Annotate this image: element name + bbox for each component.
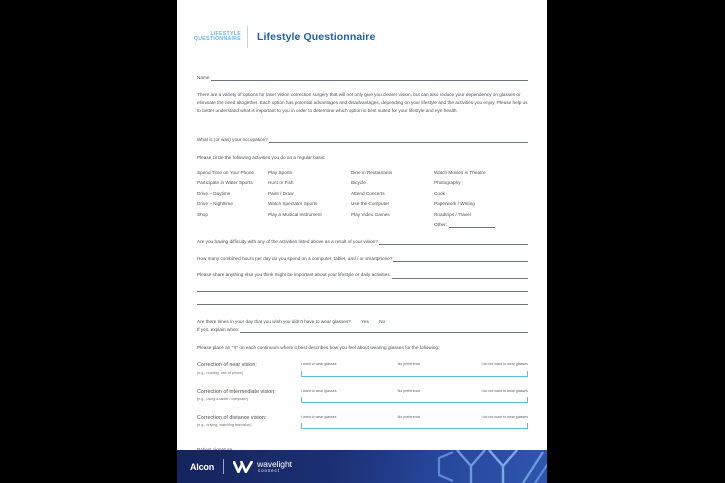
scale-anchor-right: I do not want to wear glasses <box>481 388 528 393</box>
name-input-rule[interactable] <box>211 75 528 81</box>
document-body <box>177 74 547 479</box>
document-page <box>177 0 547 483</box>
activity-option[interactable]: Play Video Games <box>351 211 390 217</box>
glasses-question-block <box>197 318 528 334</box>
difficulty-question-row[interactable] <box>197 238 528 245</box>
explain-row[interactable] <box>197 326 528 333</box>
activity-other-row[interactable] <box>434 221 528 228</box>
occupation-input-rule[interactable] <box>269 137 528 143</box>
difficulty-answer-rule[interactable] <box>379 239 528 245</box>
explain-label: If yes, explain when: <box>197 326 240 332</box>
scale-track[interactable] <box>301 387 528 403</box>
scale-anchor-mid: No preference <box>397 362 421 367</box>
activity-option[interactable]: Shop <box>197 211 208 217</box>
scale-line[interactable] <box>301 371 528 377</box>
scale-anchor-right: I do not want to wear glasses <box>481 362 528 367</box>
scale-label-group <box>197 360 301 376</box>
scale-line[interactable] <box>301 397 528 403</box>
scale-row-intermediate-vision[interactable] <box>197 387 528 403</box>
logo-line-2: QUESTIONNAIRE <box>193 36 241 42</box>
glasses-yes-option[interactable]: Yes <box>361 318 369 324</box>
activity-other-label: Other: <box>434 222 448 228</box>
glasses-question-line <box>197 318 528 325</box>
logo-line-1: LIFESTYLE <box>210 30 241 37</box>
glasses-question-label: Are there times in your day that you wish you didn't have to wear glasses? <box>197 318 351 324</box>
scale-track[interactable] <box>301 360 528 376</box>
activities-lead-in: Please circle the following activities you do on a regular basis: <box>197 155 326 161</box>
name-label: Name <box>197 75 210 80</box>
activity-option[interactable]: Roadtrips / Travel <box>434 211 471 217</box>
scale-label-group <box>197 413 301 429</box>
continuum-intro: Please place an "X" on each continuum where it best describes how you feel about wearing glasses for the following: <box>197 345 440 351</box>
header-divider <box>247 26 248 48</box>
activity-option[interactable]: Paint / Draw <box>268 190 294 196</box>
share-answer-rule[interactable] <box>392 273 528 279</box>
share-answer-line-2[interactable] <box>197 291 528 292</box>
wavelight-wordmark <box>257 460 292 474</box>
activity-option[interactable]: Bicycle <box>351 180 366 186</box>
scale-anchor-right: I do not want to wear glasses <box>481 414 528 419</box>
share-question-label: Please share anything else you think might be important about your lifestyle or daily activities: <box>197 272 391 278</box>
wavelight-w-icon <box>233 461 253 473</box>
share-answer-line-3[interactable] <box>197 304 528 305</box>
activity-option[interactable]: Drive – Daytime <box>197 190 231 196</box>
page-title: Lifestyle Questionnaire <box>257 31 376 43</box>
scale-line[interactable] <box>301 423 528 429</box>
footer-content <box>177 450 547 483</box>
document-header <box>177 0 547 52</box>
scale-row-near-vision[interactable] <box>197 360 528 376</box>
explain-answer-rule[interactable] <box>240 327 528 333</box>
scale-anchor-labels <box>301 362 528 368</box>
footer-logo-divider <box>223 459 224 474</box>
activity-option[interactable]: Play a Musical Instrument <box>268 211 322 217</box>
activity-option[interactable]: Participate in Water Sports <box>197 180 253 186</box>
scale-anchor-labels <box>301 415 528 421</box>
scale-title: Correction of intermediate vision: <box>197 388 276 395</box>
screen-hours-question-label: How many combined hours per day do you spend on a computer, tablet, and / or smartphone? <box>197 255 393 261</box>
activity-other-rule[interactable] <box>449 222 495 228</box>
activity-option[interactable]: Spend Time on Your Phone <box>197 169 255 175</box>
wavelight-subtitle: connect <box>258 468 280 474</box>
activity-option[interactable]: Watch Movies in Theatre <box>434 169 486 175</box>
scale-track[interactable] <box>301 413 528 429</box>
footer-banner <box>177 450 547 483</box>
name-field-row[interactable] <box>197 74 528 81</box>
alcon-logo: Alcon <box>190 461 215 472</box>
activity-option[interactable]: Paperwork / Writing <box>434 201 475 207</box>
activity-option[interactable]: Dine in Restaurants <box>351 169 393 175</box>
intro-paragraph: There are a variety of options for laser vision correction surgery that will not only give you clearer vision, but can also reduce your dependency on glasses or eliminate the need altogether. Each option has potential advantages and disadvantages, depending on your lifestyle and the activities you enjoy. Please help us to better understand what is important to you in order to determine which option is best suited for your lifestyle and eye health. <box>197 92 528 113</box>
difficulty-question-label: Are you having difficulty with any of the activities listed above as a result of your vision? <box>197 238 378 244</box>
scale-title: Correction of near vision: <box>197 362 257 369</box>
activity-option[interactable]: Use the Computer <box>351 201 390 207</box>
scale-anchor-left: I want to wear glasses <box>301 414 337 419</box>
activity-option[interactable]: Cook <box>434 190 445 196</box>
occupation-label: What is (or was) your occupation? <box>197 137 268 143</box>
scale-row-distance-vision[interactable] <box>197 413 528 429</box>
wavelight-connect-logo <box>233 460 292 474</box>
scale-subtitle: (e.g., reading, use of phone) <box>197 370 244 375</box>
scale-anchor-mid: No preference <box>397 414 421 419</box>
scale-anchor-mid: No preference <box>397 388 421 393</box>
screen-hours-question-row[interactable] <box>197 255 528 262</box>
activity-option[interactable]: Photography <box>434 180 461 186</box>
occupation-field-row[interactable] <box>197 136 528 143</box>
lifestyle-questionnaire-logo <box>185 32 247 43</box>
share-question-row[interactable] <box>197 271 528 278</box>
scale-subtitle: (e.g., using a tablet / computer) <box>197 396 249 401</box>
activity-option[interactable]: Play Sports <box>268 169 292 175</box>
scale-anchor-labels <box>301 389 528 395</box>
scale-title: Correction of distance vision: <box>197 414 267 421</box>
scale-label-group <box>197 387 301 403</box>
scale-subtitle: (e.g., driving, watching television) <box>197 423 252 428</box>
activity-option[interactable]: Hunt or Fish <box>268 180 294 186</box>
activity-option[interactable]: Attend Concerts <box>351 190 385 196</box>
activities-grid <box>197 169 528 229</box>
activity-option[interactable]: Drive – Nighttime <box>197 201 233 207</box>
screen-hours-answer-rule[interactable] <box>393 256 528 262</box>
scale-anchor-left: I want to wear glasses <box>301 362 337 367</box>
glasses-no-option[interactable]: No <box>379 318 386 324</box>
continuum-scales <box>197 360 528 428</box>
scale-anchor-left: I want to wear glasses <box>301 388 337 393</box>
wavelight-name: wavelight <box>257 458 292 469</box>
activity-option[interactable]: Watch Spectator Sports <box>268 201 318 207</box>
